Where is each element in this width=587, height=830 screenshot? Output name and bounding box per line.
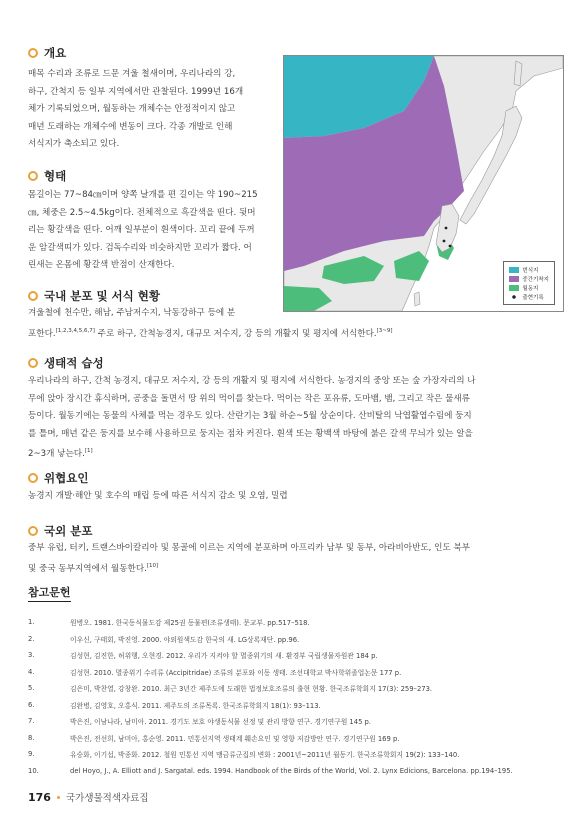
reference-item [28, 730, 558, 747]
map-legend [503, 261, 555, 305]
reference-text: 이우신, 구태회, 박진영. 2000. 야외원색도감 한국의 새. LG상록재단. pp.96. [70, 635, 300, 644]
section-title-distribution-kr: 국내 분포 및 서식 현황 [28, 288, 160, 304]
reference-item [28, 713, 558, 730]
legend-swatch [509, 285, 519, 291]
reference-text: del Hoyo, J., A. Elliott and J. Sargatal. eds. 1994. Handbook of the Birds of the World, Vol. 2. Lynx Edicions, Barcelona. pp.194–195. [70, 766, 513, 775]
record-dot [449, 245, 452, 248]
reference-number: 6. [28, 700, 35, 709]
reference-item [28, 697, 558, 714]
reference-text: 유승화, 이기섭, 박종화. 2012. 철원 민통선 지역 맹금류군집의 변화 : 2001년~2011년 월동기. 한국조류학회지 19(2): 133–140. [70, 751, 460, 760]
bullet-ring-icon [28, 473, 38, 483]
overview-text: 매목 수리과 조류로 드문 겨울 철새이며, 우리나라의 강, 하구, 간척지 등 일부 지역에서만 관찰된다. 1999년 16개 체가 기록되었으며, 월동하는 개체수는 안정적이지 않고 매년 도래하는 개체수에 변동이 크다. 각종 개발로 인해 서식지가 축소되고 있다. [28, 69, 244, 149]
legend-swatch [509, 267, 519, 273]
reference-item [28, 631, 558, 648]
legend-label: 중간기착지 [522, 276, 549, 283]
section-title-morphology: 형태 [28, 168, 66, 184]
bullet-ring-icon [28, 171, 38, 181]
reference-number: 7. [28, 717, 35, 726]
reference-item [28, 614, 558, 631]
references-title: 참고문헌 [28, 584, 71, 602]
distribution-kr-text: 겨울철에 천수만, 해남, 주남저수지, 낙동강하구 등에 분 포한다.[1,2,3,4,5,6,7] 주로 하구, 간척농경지, 대규모 저수지, 강 등의 개활지 및 평지에 서식한다.[3~9] [28, 308, 393, 339]
page-number: 176 [28, 790, 51, 804]
section-title-threats: 위협요인 [28, 470, 88, 486]
taiwan [414, 292, 420, 306]
record-dot [445, 227, 448, 230]
legend-swatch [509, 276, 519, 282]
reference-item [28, 763, 558, 780]
reference-number: 3. [28, 651, 35, 660]
reference-item [28, 647, 558, 664]
threats-text: 농경지 개발·해안 및 호수의 매립 등에 따른 서식지 감소 및 오염, 밀렵 [28, 491, 288, 501]
morphology-text: 몸길이는 77~84㎝이며 양쪽 날개를 편 길이는 약 190~215 ㎝, 체중은 2.5~4.5kg이다. 전체적으로 흑갈색을 띤다. 뒷머 리는 황갈색을 띤다. 어깨 일부분이 흰색이다. 꼬리 끝에 두꺼 운 암갈색띠가 있다. 검독수리와 비슷하지만 꼬리가 짧다. 어 린새는 온몸에 황갈색 반점이 산재한다. [28, 190, 258, 270]
ecology-text: 우리나라의 하구, 간척 농경지, 대규모 저수지, 강 등의 개활지 및 평지에 서식한다. 농경지의 중앙 또는 숲 가장자리의 나 무에 앉아 장시간 휴식하며, 공중을 돌면서 땅 위의 먹이를 찾는다. 먹이는 작은 포유류, 도마뱀, 뱀, 그리고 작은 물새류 등이다. 월동기에는 동물의 사체를 먹는 경우도 있다. 산란기는 3월 하순~5월 상순이다. 산비탈의 낙엽활엽수림에 둥지 를 틀며, 매년 같은 둥지를 보수해 사용하므로 둥지는 점차 커진다. 흰색 또는 황백색 바탕에 붉은 갈색 무늬가 있는 알을 2~3개 낳는다.[1] [28, 376, 476, 459]
reference-number: 10. [28, 766, 39, 775]
reference-number: 1. [28, 618, 35, 627]
section-title-ecology: 생태적 습성 [28, 355, 104, 371]
bullet-ring-icon [28, 358, 38, 368]
bullet-ring-icon [28, 291, 38, 301]
reference-item [28, 746, 558, 763]
bullet-ring-icon [28, 526, 38, 536]
reference-number: 9. [28, 750, 35, 759]
record-dot [443, 240, 446, 243]
legend-item [509, 292, 549, 301]
reference-text: 김성현. 2010. 멸종위기 수리류 (Accipitridae) 조류의 분포와 이동 생태. 조선대학교 박사학위졸업논문 177 p. [70, 668, 402, 677]
bullet-ring-icon [28, 48, 38, 58]
legend-label: 월동지 [522, 285, 539, 292]
reference-number: 2. [28, 634, 35, 643]
legend-item [509, 265, 549, 274]
legend-item [509, 274, 549, 283]
reference-text: 김완병, 김영호, 오홍식. 2011. 제주도의 조류목록. 한국조류학회지 18(1): 93–113. [70, 701, 321, 710]
references-list [28, 614, 558, 779]
reference-text: 박은진, 전선희, 남미아, 홍순영. 2011. 민통선지역 생태계 훼손요인 및 영향 저감방안 연구. 경기연구원 169 p. [70, 734, 400, 743]
reference-text: 원병오. 1981. 한국동식물도감 제25권 동물편(조류생태). 문교부. pp.517–518. [70, 619, 310, 628]
distribution-world-text: 중부 유럽, 터키, 트랜스바이칼리아 및 몽골에 이르는 지역에 분포하며 아프리카 남부 및 동부, 아라비아반도, 인도 북부 및 중국 동부지역에서 월동한다.[10] [28, 543, 471, 574]
page-footer [28, 790, 149, 804]
section-title-overview: 개요 [28, 45, 66, 61]
reference-number: 8. [28, 733, 35, 742]
reference-item [28, 680, 558, 697]
distribution-map [283, 55, 564, 312]
reference-text: 박은진, 이남나라, 남미아. 2011. 경기도 보호 야생동식물 선정 및 관리 방향 연구. 경기연구원 145 p. [70, 718, 372, 727]
footer-label: 국가생물적색자료집 [65, 793, 149, 804]
reference-text: 김은미, 박찬열, 강창완. 2010. 최근 3년간 제주도에 도래한 법정보호조류의 출현 현황. 한국조류학회지 17(3): 259–273. [70, 685, 433, 694]
reference-text: 김성현, 김진한, 허위행, 오현경. 2012. 우리가 지켜야 할 멸종위기의 새. 환경부 국립생물자원관 184 p. [70, 652, 378, 661]
legend-label: 번식지 [522, 267, 539, 274]
footer-dot-icon [57, 796, 60, 799]
legend-item [509, 283, 549, 292]
reference-item [28, 664, 558, 681]
reference-number: 5. [28, 684, 35, 693]
legend-label: 출현기록 [522, 294, 544, 301]
reference-number: 4. [28, 667, 35, 676]
legend-dot-icon [509, 294, 519, 300]
section-title-distribution-world: 국외 분포 [28, 523, 92, 539]
